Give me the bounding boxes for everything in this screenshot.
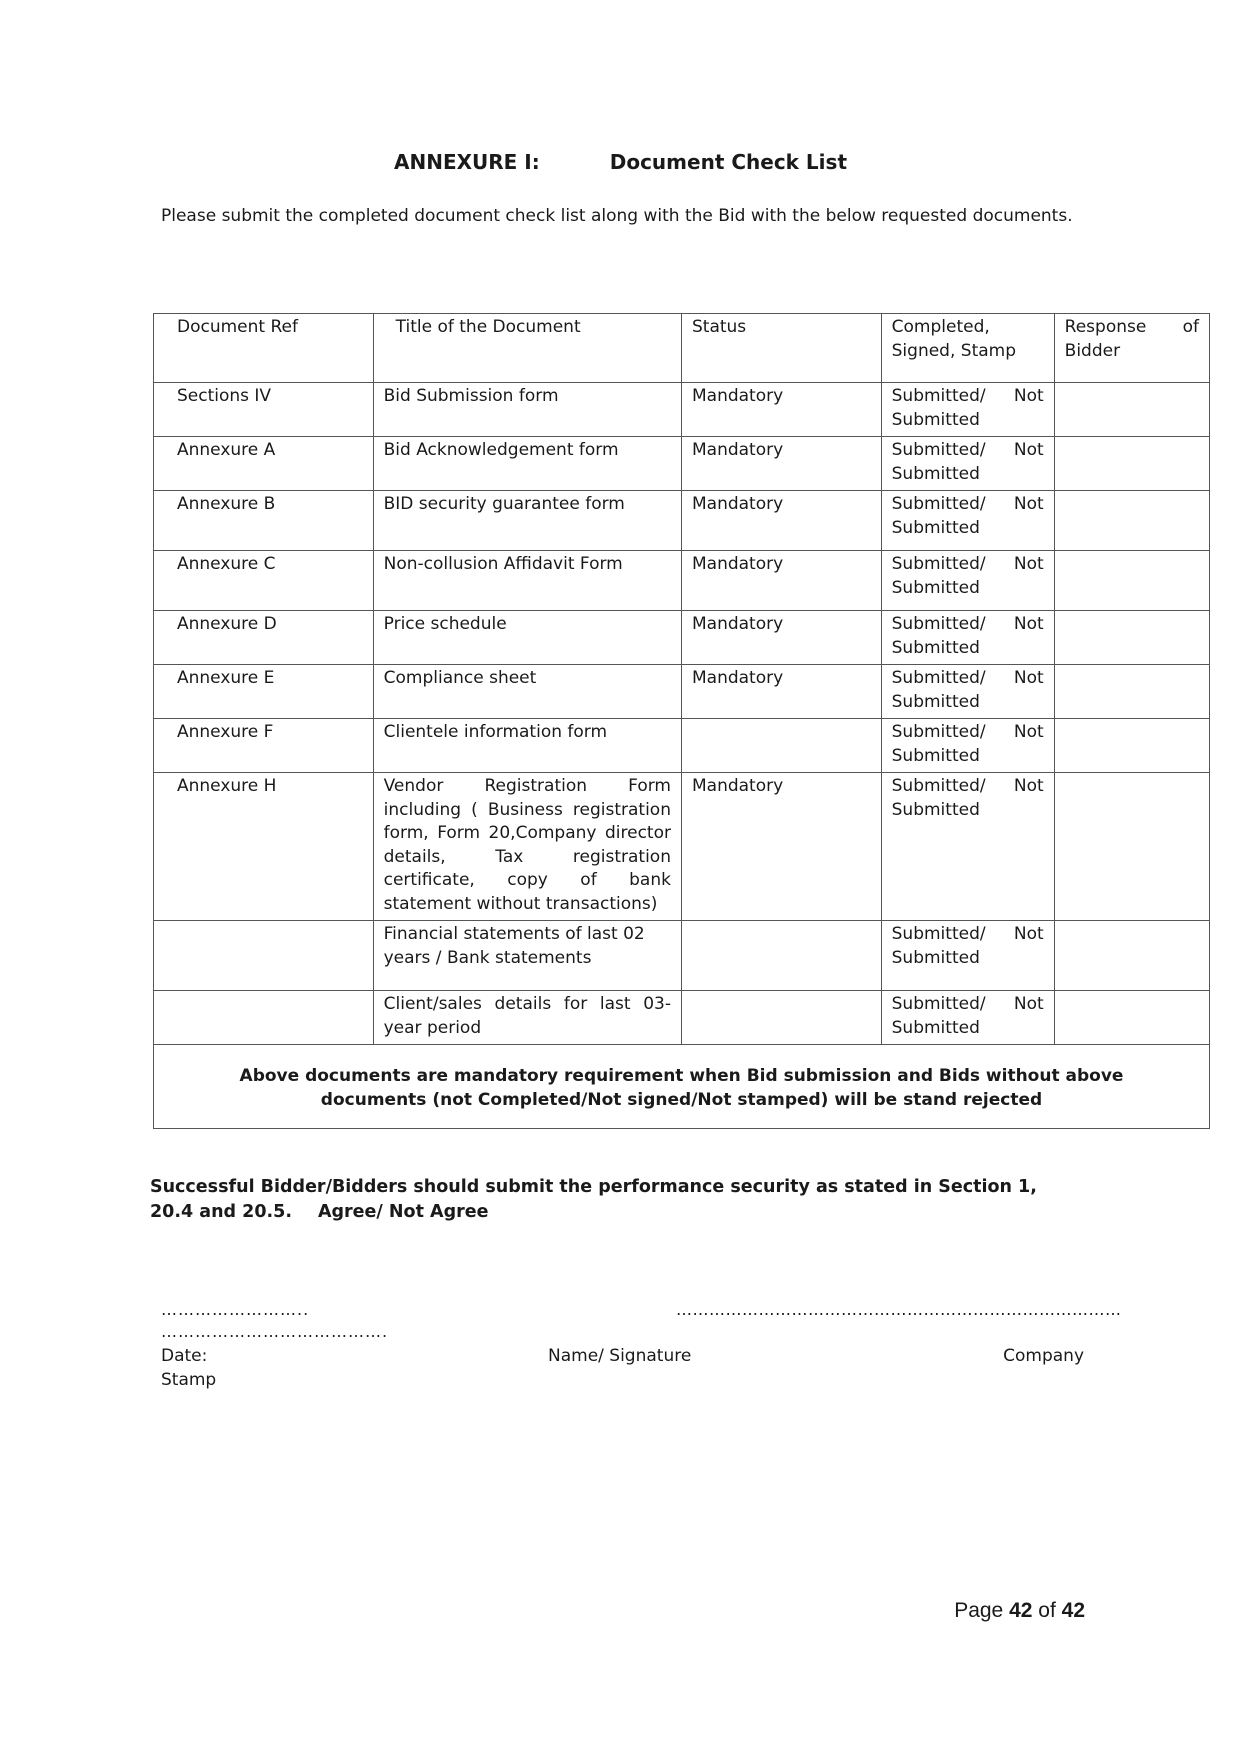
performance-text: Successful Bidder/Bidders should submit the performance security as stated in Section 1, 20.4 and 20.5.	[150, 1177, 1037, 1222]
cell-title: BID security guarantee form	[373, 491, 681, 551]
cell-response[interactable]	[1054, 551, 1209, 611]
cell-completed: Submitted/ Not Submitted	[881, 719, 1054, 773]
cell-ref: Annexure D	[154, 611, 374, 665]
cell-completed: Submitted/ Not Submitted	[881, 437, 1054, 491]
cell-status: Mandatory	[681, 611, 881, 665]
date-signature-line: ……………………..	[161, 1300, 310, 1319]
document-checklist-table	[153, 313, 1210, 1129]
intro-paragraph: Please submit the completed document check list along with the Bid with the below requested documents.	[161, 206, 1073, 226]
table-row	[154, 921, 1210, 991]
cell-title: Compliance sheet	[373, 665, 681, 719]
cell-status: Mandatory	[681, 491, 881, 551]
cell-completed: Submitted/ Not Submitted	[881, 611, 1054, 665]
cell-completed: Submitted/ Not Submitted	[881, 491, 1054, 551]
cell-completed: Submitted/ Not Submitted	[881, 383, 1054, 437]
cell-completed: Submitted/ Not Submitted	[881, 991, 1054, 1045]
cell-completed: Submitted/ Not Submitted	[881, 921, 1054, 991]
header-document-ref: Document Ref	[154, 314, 374, 383]
cell-ref: Annexure H	[154, 773, 374, 921]
cell-status	[681, 991, 881, 1045]
table-header-row	[154, 314, 1210, 383]
header-title: Title of the Document	[373, 314, 681, 383]
cell-status: Mandatory	[681, 773, 881, 921]
cell-title: Non-collusion Affidavit Form	[373, 551, 681, 611]
mandatory-note: Above documents are mandatory requirement when Bid submission and Bids without above documents (not Completed/Not signed/Not stamped) will be stand rejected	[154, 1045, 1210, 1129]
company-label: Company	[1003, 1346, 1084, 1366]
agree-option[interactable]: Agree/ Not Agree	[317, 1201, 489, 1222]
page-prefix: Page	[954, 1599, 1004, 1622]
cell-title: Clientele information form	[373, 719, 681, 773]
table-row	[154, 551, 1210, 611]
table-note-row	[154, 1045, 1210, 1129]
table-row	[154, 991, 1210, 1045]
cell-status	[681, 719, 881, 773]
total-pages: 42	[1061, 1599, 1085, 1622]
table-row	[154, 491, 1210, 551]
table-row	[154, 665, 1210, 719]
table-row	[154, 719, 1210, 773]
page-number	[954, 1599, 1085, 1623]
table-row	[154, 383, 1210, 437]
cell-response[interactable]	[1054, 437, 1209, 491]
company-stamp-line: ………………………………….	[161, 1322, 389, 1341]
cell-response[interactable]	[1054, 719, 1209, 773]
performance-security-statement	[150, 1175, 1050, 1224]
cell-title: Bid Acknowledgement form	[373, 437, 681, 491]
cell-ref	[154, 921, 374, 991]
cell-ref: Annexure F	[154, 719, 374, 773]
cell-ref	[154, 991, 374, 1045]
cell-completed: Submitted/ Not Submitted	[881, 551, 1054, 611]
table-row	[154, 437, 1210, 491]
cell-ref: Annexure A	[154, 437, 374, 491]
document-title: Document Check List	[609, 150, 847, 174]
table-row	[154, 611, 1210, 665]
cell-title: Price schedule	[373, 611, 681, 665]
annexure-label: ANNEXURE I:	[393, 150, 540, 174]
cell-title: Financial statements of last 02 years / Bank statements	[373, 921, 681, 991]
header-status: Status	[681, 314, 881, 383]
cell-status: Mandatory	[681, 665, 881, 719]
cell-response[interactable]	[1054, 491, 1209, 551]
cell-response[interactable]	[1054, 773, 1209, 921]
cell-status: Mandatory	[681, 383, 881, 437]
cell-response[interactable]	[1054, 383, 1209, 437]
cell-ref: Annexure C	[154, 551, 374, 611]
page-title	[0, 150, 1241, 174]
name-signature-line: ………………………………………………………………………	[676, 1300, 1122, 1319]
cell-response[interactable]	[1054, 991, 1209, 1045]
cell-response[interactable]	[1054, 921, 1209, 991]
cell-status: Mandatory	[681, 551, 881, 611]
page-of: of	[1038, 1599, 1056, 1622]
stamp-label: Stamp	[161, 1370, 217, 1390]
table-row	[154, 773, 1210, 921]
cell-title: Bid Submission form	[373, 383, 681, 437]
cell-ref: Sections IV	[154, 383, 374, 437]
cell-status	[681, 921, 881, 991]
date-label: Date:	[161, 1346, 208, 1366]
name-signature-label: Name/ Signature	[548, 1346, 692, 1366]
cell-title: Client/sales details for last 03-year period	[373, 991, 681, 1045]
cell-completed: Submitted/ Not Submitted	[881, 773, 1054, 921]
cell-status: Mandatory	[681, 437, 881, 491]
cell-response[interactable]	[1054, 665, 1209, 719]
cell-completed: Submitted/ Not Submitted	[881, 665, 1054, 719]
cell-ref: Annexure B	[154, 491, 374, 551]
current-page: 42	[1009, 1599, 1033, 1622]
cell-title: Vendor Registration Form including ( Business registration form, Form 20,Company director details, Tax registration certificate, copy of bank statement without transactions)	[373, 773, 681, 921]
cell-ref: Annexure E	[154, 665, 374, 719]
header-response: Response of Bidder	[1054, 314, 1209, 383]
header-completed: Completed, Signed, Stamp	[881, 314, 1054, 383]
cell-response[interactable]	[1054, 611, 1209, 665]
